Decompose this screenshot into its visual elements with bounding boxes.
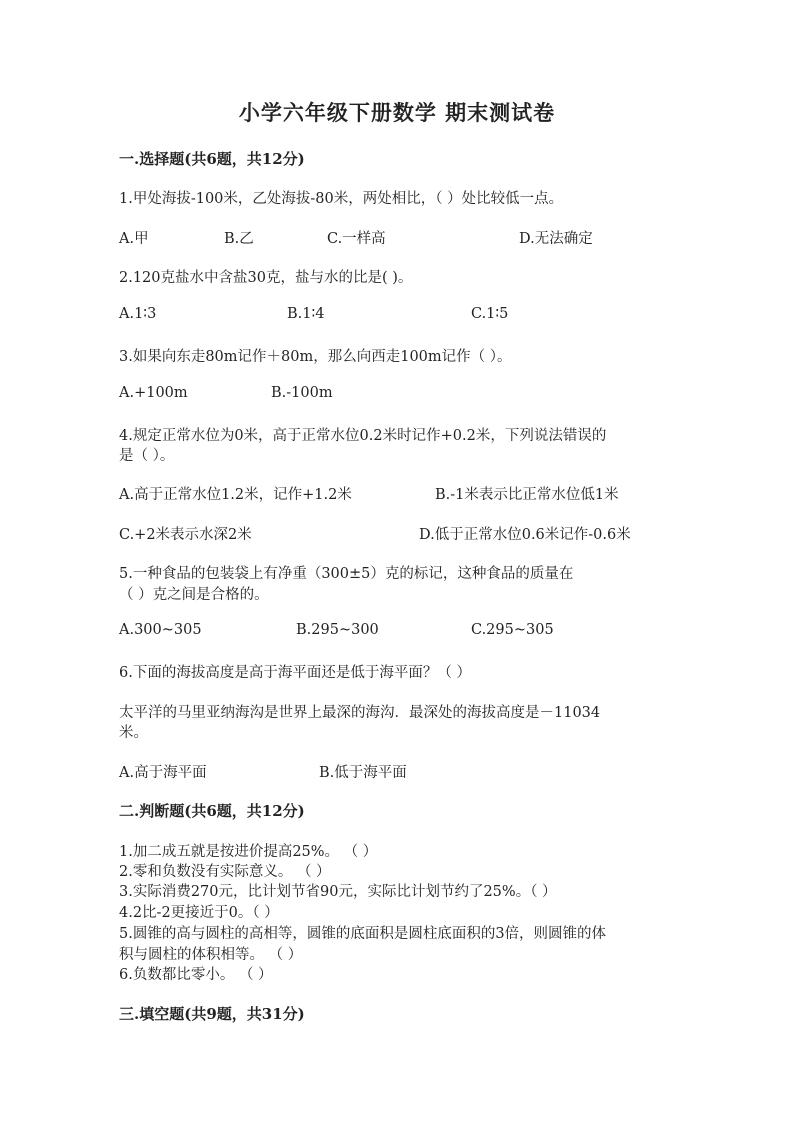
question-1-option-c: C.一样高	[327, 231, 386, 247]
section-heading-fill-blank: 三.填空题(共9题，共31分)	[119, 1005, 305, 1023]
question-5-option-b: B.295~300	[296, 622, 379, 638]
question-6-context-line-1: 太平洋的马里亚纳海沟是世界上最深的海沟．最深处的海拔高度是－11034	[119, 705, 601, 721]
question-2-stem: 2.120克盐水中含盐30克，盐与水的比是( )。	[119, 270, 413, 286]
question-4-option-c: C.+2米表示水深2米	[119, 527, 252, 543]
question-1-stem: 1.甲处海拔-100米，乙处海拔-80米，两处相比，（ ）处比较低一点。	[119, 191, 564, 207]
question-4-stem-line-1: 4.规定正常水位为0米，高于正常水位0.2米时记作+0.2米，下列说法错误的	[119, 428, 607, 444]
question-1-option-a: A.甲	[119, 231, 149, 247]
question-4-option-b: B.-1米表示比正常水位低1米	[435, 487, 619, 503]
question-4-option-d: D.低于正常水位0.6米记作-0.6米	[419, 527, 631, 543]
page-title: 小学六年级下册数学 期末测试卷	[238, 100, 556, 125]
question-6-context-line-2: 米。	[119, 725, 148, 741]
question-3-stem: 3.如果向东走80m记作＋80m，那么向西走100m记作（ ）。	[119, 349, 512, 365]
question-6-stem: 6.下面的海拔高度是高于海平面还是低于海平面？（ ）	[119, 665, 471, 681]
section-heading-choice: 一.选择题(共6题，共12分)	[119, 150, 305, 168]
question-2-option-c: C.1∶5	[471, 306, 509, 322]
question-2-option-a: A.1∶3	[119, 306, 157, 322]
question-3-option-b: B.-100m	[271, 385, 333, 401]
question-4-option-a: A.高于正常水位1.2米，记作+1.2米	[119, 487, 352, 503]
judgment-item-6: 6.负数都比零小。 （ ）	[119, 967, 273, 983]
question-5-option-c: C.295~305	[471, 622, 554, 638]
question-5-stem-line-1: 5.一种食品的包装袋上有净重（300±5）克的标记，这种食品的质量在	[119, 566, 574, 582]
section-heading-judgment: 二.判断题(共6题，共12分)	[119, 802, 305, 820]
question-5-stem-line-2: （ ）克之间是合格的。	[119, 587, 269, 603]
judgment-item-5-line-1: 5.圆锥的高与圆柱的高相等，圆锥的底面积是圆柱底面积的3倍，则圆锥的体	[119, 926, 607, 942]
question-1-option-b: B.乙	[224, 231, 254, 247]
judgment-item-2: 2.零和负数没有实际意义。 （ ）	[119, 864, 331, 880]
question-3-option-a: A.+100m	[119, 385, 188, 401]
judgment-item-3: 3.实际消费270元，比计划节省90元，实际比计划节约了25%。（ ）	[119, 884, 557, 900]
question-6-option-a: A.高于海平面	[119, 765, 207, 781]
judgment-item-5-line-2: 积与圆柱的体积相等。 （ ）	[119, 947, 303, 963]
question-6-option-b: B.低于海平面	[319, 765, 407, 781]
judgment-item-1: 1.加二成五就是按进价提高25%。 （ ）	[119, 844, 378, 860]
question-5-option-a: A.300~305	[119, 622, 202, 638]
question-2-option-b: B.1∶4	[287, 306, 325, 322]
question-4-stem-line-2: 是（ ）。	[119, 448, 175, 464]
question-1-option-d: D.无法确定	[519, 231, 593, 247]
judgment-item-4: 4.2比-2更接近于0。（ ）	[119, 905, 279, 921]
